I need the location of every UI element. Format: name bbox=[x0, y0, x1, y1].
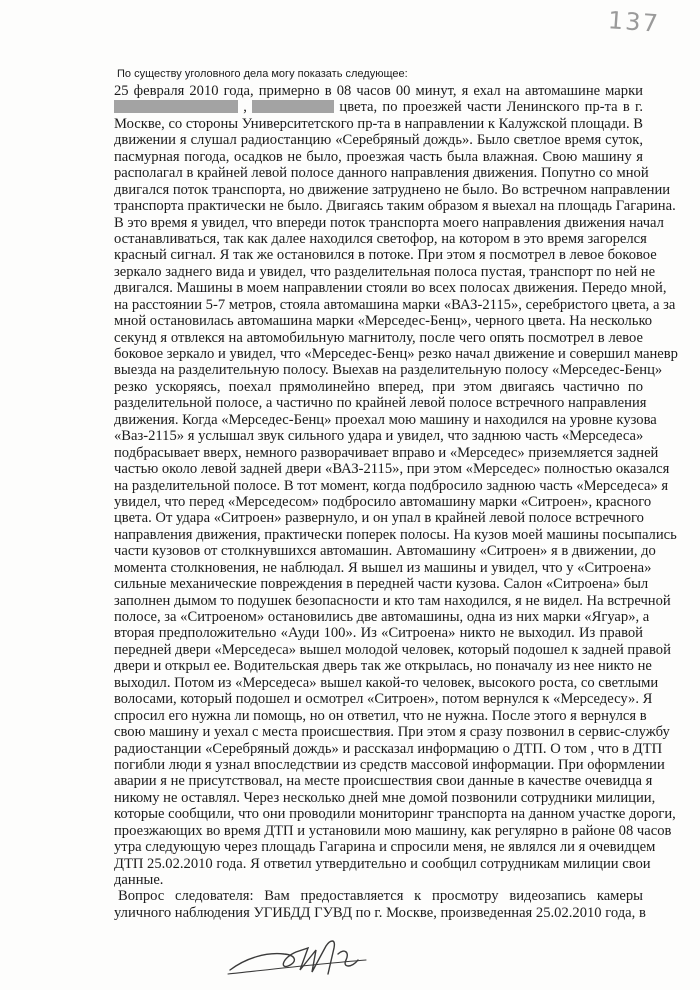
text-line bbox=[114, 740, 663, 757]
text-line bbox=[114, 313, 653, 330]
text-line bbox=[114, 149, 643, 165]
text-segment: полосе, за «Ситроеном» остановились две автомашины, одна из них марки «Ягуар», а bbox=[114, 609, 650, 625]
text-segment: на разделительной полосе. В тот момент, когда подбросило заднюю часть «Мерседеса» я bbox=[114, 477, 669, 494]
text-line bbox=[114, 280, 667, 297]
text-segment: передней двери «Мерседеса» вышел молодой человек, который подошел к задней правой bbox=[114, 641, 671, 658]
text-line bbox=[114, 214, 664, 231]
text-line bbox=[114, 181, 671, 198]
text-line bbox=[114, 526, 677, 543]
text-line bbox=[114, 116, 643, 132]
text-segment: на расстоянии 5-7 метров, стояла автомашина марки «ВАЗ-2115», серебристого цвета, а за bbox=[114, 296, 676, 313]
text-segment: Вопрос следователя: Вам предоставляется к просмотру видеозапись камеры bbox=[118, 888, 643, 905]
text-line bbox=[114, 230, 647, 247]
text-line bbox=[114, 444, 659, 461]
text-segment: частью около левой задней двери «ВАЗ-2115», при этом «Мерседес» полностью оказался bbox=[114, 461, 670, 478]
text-segment: части кузовов от столкнувшихся автомашин. Автомашину «Ситроен» я в движении, до bbox=[114, 543, 656, 560]
text-segment: погибли люди я узнал впоследствии из средств массовой информации. При оформлении bbox=[114, 756, 665, 773]
text-segment: боковое зеркало и увидел, что «Мерседес-Бенц» резко начал движение и совершил маневр bbox=[114, 346, 678, 362]
text-segment: пасмурная погода, осадков не было, проезжая часть была влажная. Свою машину я bbox=[114, 148, 643, 165]
text-segment: выходил. Потом из «Мерседеса» вышел какой-то человек, высокого роста, со светлыми bbox=[114, 674, 659, 691]
text-line bbox=[114, 839, 656, 856]
text-segment: данные. bbox=[114, 872, 164, 888]
text-line bbox=[114, 641, 671, 658]
text-line bbox=[114, 247, 657, 264]
text-segment: ДТП 25.02.2010 года. Я ответил утвердительно и сообщил сотрудникам милиции свои bbox=[114, 855, 651, 872]
text-line bbox=[114, 296, 676, 313]
text-line bbox=[114, 724, 670, 741]
text-line bbox=[114, 904, 646, 921]
text-segment: никому не оставлял. Через несколько дней мне домой позвонили сотрудники милиции, bbox=[114, 789, 656, 806]
text-segment: двигался поток транспорта, но движение затруднено не было. Во встречном направлении bbox=[114, 181, 671, 198]
text-line bbox=[114, 493, 652, 510]
text-line bbox=[114, 773, 653, 790]
text-segment: В это время я увидел, что впереди поток транспорта моего направления движения начал bbox=[114, 214, 664, 231]
page-number: 137 bbox=[607, 6, 661, 38]
text-line bbox=[114, 625, 643, 641]
text-segment: разделительной полосе, а частично по крайней левой полосе встречного направления bbox=[114, 395, 647, 412]
text-line bbox=[114, 362, 663, 379]
text-line bbox=[114, 428, 643, 444]
text-segment: подбрасывает вверх, немного разворачивает вправо и «Мерседес» приземляется задней bbox=[114, 444, 659, 461]
text-line bbox=[114, 477, 669, 494]
text-segment: уличного наблюдения УГИБДД ГУВД по г. Москве, произведенная 25.02.2010 года, в bbox=[114, 904, 646, 921]
text-line bbox=[114, 346, 678, 362]
text-segment: , bbox=[243, 99, 247, 116]
text-segment: сильные механические повреждения в передней части кузова. Салон «Ситроена» был bbox=[114, 576, 649, 593]
redaction-block bbox=[252, 100, 334, 113]
text-segment: движении я слушал радиостанцию «Серебряный дождь». Было светлое время суток, bbox=[114, 132, 643, 149]
body-text bbox=[114, 83, 678, 921]
text-line bbox=[114, 411, 657, 428]
text-segment: останавливаться, так как далее находился светофор, на котором в это время загорелся bbox=[114, 230, 647, 247]
text-line bbox=[114, 510, 643, 526]
text-line bbox=[114, 658, 652, 675]
text-line bbox=[114, 379, 643, 395]
text-line bbox=[114, 198, 676, 215]
text-segment: резко ускоряясь, поехал прямолинейно вперед, при этом двигаясь частично по bbox=[114, 378, 643, 395]
redaction-block bbox=[114, 100, 238, 113]
text-segment: волосами, который подошел и осмотрел «Ситроен», потом вернулся к «Мерседесу». Я bbox=[114, 691, 653, 708]
text-line bbox=[114, 756, 665, 773]
text-line bbox=[114, 132, 643, 148]
text-segment: 25 февраля 2010 года, примерно в 08 часов 00 минут, я ехал на автомашине марки bbox=[114, 83, 643, 99]
text-line bbox=[114, 674, 659, 691]
text-segment: «Ваз-2115» я услышал звук сильного удара и увидел, что заднюю часть «Мерседеса» bbox=[114, 428, 644, 445]
text-segment: красный сигнал. Я так же остановился в потоке. При этом я посмотрел в левое боковое bbox=[114, 247, 657, 264]
text-line bbox=[114, 330, 643, 346]
text-segment: вторая предположительно «Ауди 100». Из «Ситроена» никто не выходил. Из правой bbox=[114, 625, 643, 642]
text-segment: движения. Когда «Мерседес-Бенц» проехал мою машину и находился на уровне кузова bbox=[114, 411, 657, 428]
text-segment: секунд я отвлекся на автомобильную магнитолу, после чего опять посмотрел в левое bbox=[114, 329, 643, 346]
text-line bbox=[114, 559, 652, 576]
text-segment: проезжающих во время ДТП и установили мою машину, как регулярно в районе 08 часов bbox=[114, 822, 672, 839]
text-line bbox=[114, 789, 656, 806]
text-segment: момента столкновения, не наблюдал. Я вышел из машины и увидел, что у «Ситроена» bbox=[114, 559, 652, 576]
text-line bbox=[114, 592, 671, 609]
text-segment: зеркало заднего вида и увидел, что разделительная полоса пустая, транспорт по ней не bbox=[114, 263, 656, 280]
text-segment: двери и открыл ее. Водительская дверь так же открылась, но поначалу из нее никто не bbox=[114, 658, 652, 675]
intro-line: По существу уголовного дела могу показать следующее: bbox=[117, 68, 408, 80]
text-line bbox=[114, 822, 672, 839]
text-line bbox=[114, 609, 650, 625]
text-line bbox=[114, 395, 647, 412]
text-segment: утра следующую через площадь Гагарина и спросили меня, не являлся ли я очевидцем bbox=[114, 839, 656, 856]
text-segment: аварии я не присутствовал, на месте происшествия свои данные в качестве очевидца я bbox=[114, 773, 653, 790]
text-segment: направления движения, практически поперек полосы. На кузов моей машины посыпались bbox=[114, 526, 677, 543]
text-line bbox=[114, 888, 643, 904]
text-segment: выезда на разделительную полосу. Выехав на разделительную полосу «Мерседес-Бенц» bbox=[114, 362, 663, 379]
text-segment: цвета. От удара «Ситроен» развернуло, и он упал в крайней левой полосе встречного bbox=[114, 510, 644, 527]
text-line bbox=[114, 165, 649, 182]
text-line bbox=[114, 707, 647, 724]
text-segment: располагал в крайней левой полосе данного направления движения. Попутно со мной bbox=[114, 165, 649, 182]
text-segment: мной остановилась автомашина марки «Мерседес-Бенц», черного цвета. На несколько bbox=[114, 313, 653, 330]
text-segment: транспорта практически не было. Двигаясь таким образом я выехал на площадь Гагарина. bbox=[114, 198, 676, 215]
text-segment: спросил его нужна ли помощь, но он ответил, что не нужна. После этого я вернулся в bbox=[114, 707, 647, 724]
text-line bbox=[114, 806, 676, 823]
text-segment: которые сообщили, что они проводили мониторинг транспорта на данном участке дороги, bbox=[114, 806, 676, 823]
text-segment: свою машину и уехал с места происшествия. При этом я сразу позвонил в сервис-службу bbox=[114, 724, 670, 741]
text-line bbox=[114, 855, 651, 872]
text-segment: двигался. Машины в моем направлении стояли во всех полосах движения. Передо мной, bbox=[114, 280, 667, 297]
text-line bbox=[114, 576, 649, 593]
text-segment: Москве, со стороны Университетского пр-та в направлении к Калужской площади. В bbox=[114, 115, 643, 132]
text-segment: радиостанции «Серебряный дождь» и рассказал информацию о ДТП. О том , что в ДТП bbox=[114, 740, 663, 757]
text-segment: увидел, что перед «Мерседесом» подбросило автомашину марки «Ситроен», красного bbox=[114, 493, 652, 510]
text-line bbox=[114, 872, 643, 888]
text-line bbox=[114, 691, 653, 708]
text-segment: заполнен дымом то подушек безопасности и кто там находился, я не видел. На встречной bbox=[114, 592, 671, 609]
text-segment: цвета, по проезжей части Ленинского пр-та в г. bbox=[339, 99, 643, 116]
text-line bbox=[114, 99, 643, 115]
text-line bbox=[114, 83, 643, 99]
text-line bbox=[114, 543, 656, 560]
signature bbox=[226, 930, 376, 982]
text-line bbox=[114, 461, 670, 478]
text-line bbox=[114, 263, 656, 280]
